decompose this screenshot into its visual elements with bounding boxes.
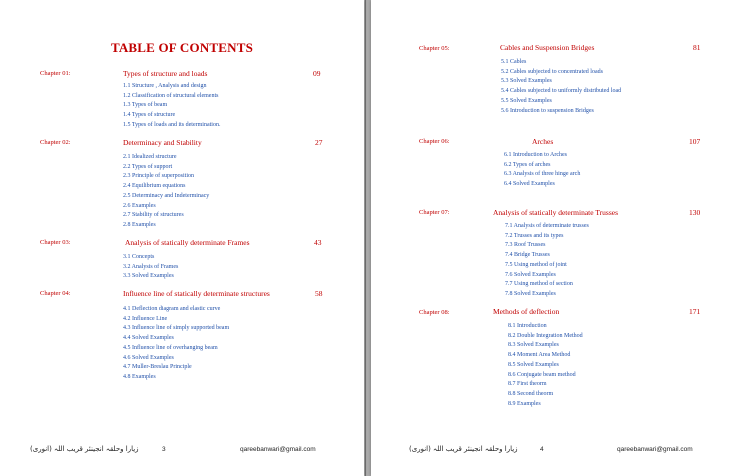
section-item[interactable]: 8.6 Conjugate beam method [508, 371, 576, 378]
section-list [123, 305, 229, 383]
section-item[interactable]: 8.9 Examples [508, 400, 541, 407]
section-item[interactable]: 8.2 Double Integration Method [508, 332, 583, 339]
section-item[interactable]: 8.5 Solved Examples [508, 361, 559, 368]
footer-author-urdu: زیارا وحلقہ انجینئر قریب اللہ (انوری) [30, 445, 139, 453]
section-list [501, 58, 621, 116]
section-item[interactable]: 8.1 Introduction [508, 323, 547, 329]
chapter-title[interactable]: Methods of deflection [493, 307, 560, 316]
chapter-label: Chapter 04: [40, 290, 71, 297]
section-item[interactable]: 3.2 Analysis of Frames [123, 263, 179, 270]
section-list [504, 151, 580, 190]
section-list [123, 82, 220, 131]
chapter-title[interactable]: Analysis of statically determinate Trusses [493, 208, 618, 217]
section-item[interactable]: 8.4 Moment Area Method [508, 352, 571, 359]
section-item[interactable]: 1.2 Classification of structural elements [123, 92, 219, 99]
section-item[interactable]: 3.1 Concepts [123, 254, 155, 260]
section-item[interactable]: 2.6 Examples [123, 202, 156, 209]
right-page [371, 0, 745, 476]
section-item[interactable]: 5.5 Solved Examples [501, 97, 552, 104]
chapter-title[interactable]: Types of structure and loads [123, 69, 208, 78]
section-item[interactable]: 2.7 Stability of structures [123, 212, 184, 219]
chapter-page-number: 81 [693, 43, 701, 52]
section-item[interactable]: 2.1 Idealized structure [123, 154, 177, 160]
chapter-label: Chapter 06: [419, 138, 450, 145]
section-item[interactable]: 8.3 Solved Examples [508, 342, 559, 349]
chapter-title[interactable]: Analysis of statically determinate Frames [125, 238, 250, 247]
chapter-title[interactable]: Influence line of statically determinate structures [123, 289, 270, 298]
chapter-page-number: 43 [314, 238, 322, 247]
section-item[interactable]: 6.4 Solved Examples [504, 181, 555, 188]
section-list [123, 153, 209, 231]
chapter-page-number: 09 [313, 69, 321, 78]
section-list [505, 222, 589, 300]
chapter-label: Chapter 01: [40, 70, 71, 77]
footer-email[interactable]: qareebanwari@gmail.com [240, 446, 316, 453]
section-item[interactable]: 7.4 Bridge Trusses [505, 252, 550, 259]
section-item[interactable]: 2.4 Equilibrium equations [123, 183, 186, 190]
section-item[interactable]: 4.6 Solved Examples [123, 354, 174, 361]
section-item[interactable]: 4.3 Influence line of simply supported beam [123, 325, 230, 332]
footer-page-number: 3 [162, 446, 166, 453]
section-item[interactable]: 4.4 Solved Examples [123, 335, 174, 342]
chapter-page-number: 58 [315, 289, 323, 298]
section-item[interactable]: 6.1 Introduction to Arches [504, 152, 567, 158]
chapter-label: Chapter 07: [419, 209, 450, 216]
chapter-label: Chapter 02: [40, 139, 71, 146]
section-item[interactable]: 6.2 Types of arches [504, 161, 551, 168]
chapter-page-number: 107 [689, 137, 701, 146]
section-item[interactable]: 4.1 Deflection diagram and elastic curve [123, 306, 221, 312]
section-item[interactable]: 6.3 Analysis of three hinge arch [504, 171, 581, 178]
section-item[interactable]: 8.8 Second theorm [508, 390, 554, 397]
chapter-label: Chapter 03: [40, 239, 71, 246]
section-item[interactable]: 2.3 Principle of superposition [123, 173, 194, 180]
section-item[interactable]: 1.5 Types of loads and its determination. [123, 121, 221, 128]
toc-title: TABLE OF CONTENTS [110, 40, 254, 55]
section-item[interactable]: 4.2 Influence Line [123, 315, 168, 322]
section-item[interactable]: 2.5 Determinacy and Indeterminacy [123, 192, 210, 199]
section-item[interactable]: 5.3 Solved Examples [501, 78, 552, 85]
chapter-label: Chapter 05: [419, 45, 450, 52]
left-page [0, 0, 364, 476]
section-item[interactable]: 7.1 Analysis of determinate trusses [505, 223, 589, 229]
chapter-title[interactable]: Determinacy and Stability [123, 138, 202, 147]
section-item[interactable]: 7.8 Solved Examples [505, 290, 556, 297]
chapter-page-number: 171 [689, 307, 701, 316]
section-item[interactable]: 1.1 Structure , Analysis and design [123, 83, 207, 89]
section-item[interactable]: 4.5 Influence line of overhanging beam [123, 344, 218, 351]
footer-email[interactable]: qareebanwari@gmail.com [617, 446, 693, 453]
section-item[interactable]: 7.7 Using method of section [505, 281, 573, 288]
section-item[interactable]: 7.3 Roof Trusses [505, 242, 546, 249]
footer-author-urdu: زیارا وحلقہ انجینئر قریب اللہ (انوری) [409, 445, 518, 453]
section-item[interactable]: 2.2 Types of support [123, 163, 173, 170]
chapter-label: Chapter 08: [419, 309, 450, 316]
section-list [123, 253, 178, 282]
chapter-page-number: 27 [315, 138, 323, 147]
section-list [508, 322, 583, 409]
chapter-title[interactable]: Arches [532, 137, 554, 146]
section-item[interactable]: 4.7 Muller-Breslau Principle [123, 364, 192, 371]
section-item[interactable]: 5.6 Introduction to suspension Bridges [501, 107, 594, 114]
section-item[interactable]: 4.8 Examples [123, 373, 156, 380]
section-item[interactable]: 5.4 Cables subjected to uniformly distributed load [501, 88, 622, 95]
section-item[interactable]: 3.3 Solved Examples [123, 273, 174, 280]
section-item[interactable]: 7.5 Using method of joint [505, 261, 567, 268]
chapter-title[interactable]: Cables and Suspension Bridges [500, 43, 595, 52]
section-item[interactable]: 7.2 Trusses and its types [505, 232, 564, 239]
page-gutter-line [365, 0, 366, 476]
section-item[interactable]: 1.4 Types of structure [123, 112, 176, 119]
section-item[interactable]: 5.2 Cables subjected to concentrated loads [501, 68, 603, 75]
section-item[interactable]: 5.1 Cables [501, 59, 527, 65]
section-item[interactable]: 8.7 First theorm [508, 381, 547, 388]
section-item[interactable]: 2.8 Examples [123, 221, 156, 228]
section-item[interactable]: 7.6 Solved Examples [505, 271, 556, 278]
section-item[interactable]: 1.3 Types of beam [123, 102, 168, 109]
chapter-page-number: 130 [689, 208, 701, 217]
footer-page-number: 4 [540, 446, 544, 453]
